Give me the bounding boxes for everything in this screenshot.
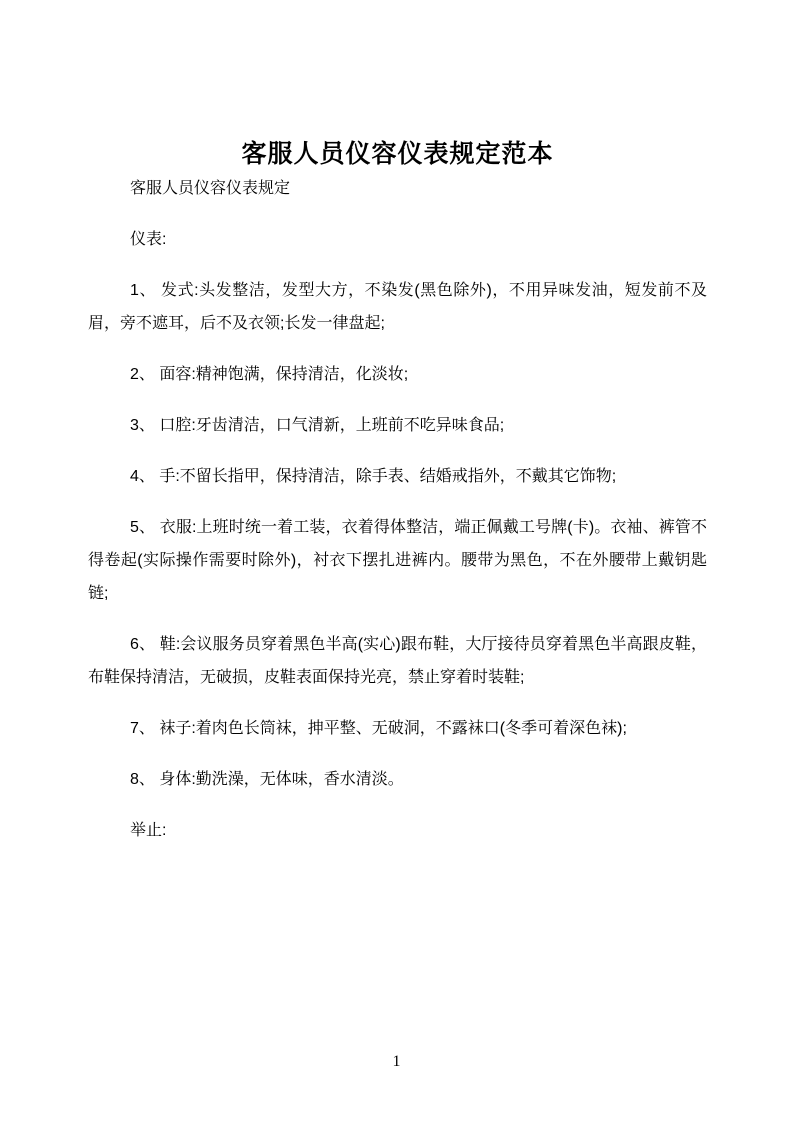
document-content: [0, 136, 793, 847]
section-label-behavior: 举止:: [130, 822, 167, 839]
regulation-item-2: 2、 面容:精神饱满，保持清洁，化淡妆;: [130, 366, 409, 383]
page-number: 1: [392, 1053, 401, 1070]
regulation-item-4: 4、 手:不留长指甲，保持清洁，除手表、结婚戒指外，不戴其它饰物;: [130, 468, 617, 485]
regulation-item-5: 5、 衣服:上班时统一着工装，衣着得体整洁，端正佩戴工号牌(卡)。衣袖、裤管不得卷起(实际操作需要时除外)，衬衣下摆扎进裤内。腰带为黑色，不在外腰带上戴钥匙链;: [88, 519, 707, 602]
regulation-item-8: 8、 身体:勤洗澡，无体味，香水清淡。: [130, 771, 404, 788]
section-label-appearance: 仪表:: [130, 231, 167, 248]
regulation-item-6: 6、 鞋:会议服务员穿着黑色半高(实心)跟布鞋，大厅接待员穿着黑色半高跟皮鞋，布鞋保持清洁，无破损，皮鞋表面保持光亮，禁止穿着时装鞋;: [88, 636, 707, 686]
document-heading: 客服人员仪容仪表规定: [130, 180, 291, 197]
regulation-item-3: 3、 口腔:牙齿清洁，口气清新，上班前不吃异味食品;: [130, 417, 505, 434]
regulation-item-7: 7、 袜子:着肉色长筒袜，抻平整、无破洞，不露袜口(冬季可着深色袜);: [130, 720, 627, 737]
regulation-item-1: 1、 发式:头发整洁，发型大方，不染发(黑色除外)，不用异味发油，短发前不及眉，旁不遮耳，后不及衣领;长发一律盘起;: [88, 282, 707, 332]
page-title: 客服人员仪容仪表规定范本: [241, 140, 554, 168]
